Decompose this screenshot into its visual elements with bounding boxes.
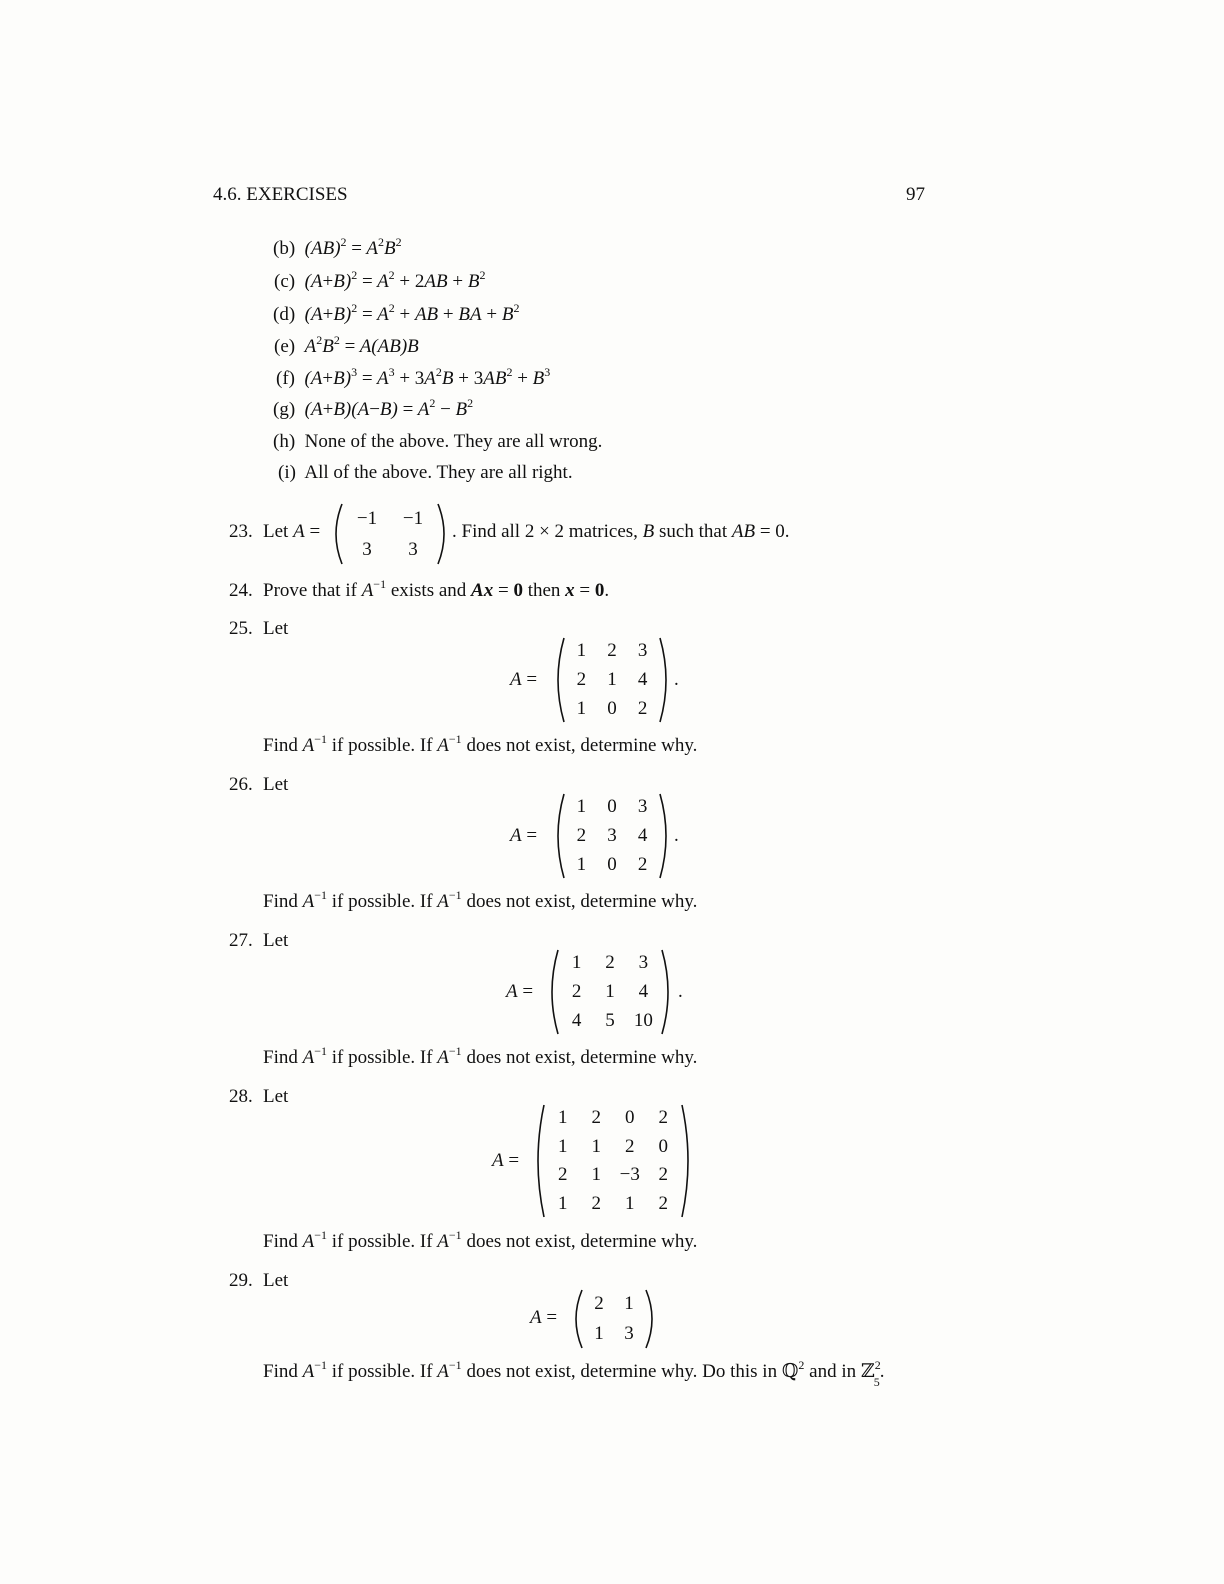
section-header: 4.6. EXERCISES <box>213 184 348 205</box>
period: . <box>674 825 679 846</box>
matrix-cell: 2 <box>571 981 582 1002</box>
matrix-cell: −1 <box>402 507 424 529</box>
right-paren <box>658 793 672 879</box>
exercise-lead: Let <box>263 1086 289 1107</box>
matrix-cell: 0 <box>625 1107 635 1129</box>
exercise-number: 25. <box>229 618 253 639</box>
left-paren <box>532 1104 546 1218</box>
matrix-cell: 3 <box>408 538 418 560</box>
matrix-3x3 <box>552 637 672 723</box>
list-item <box>273 301 520 326</box>
matrix-cell: 2 <box>605 952 615 974</box>
matrix-cell: 2 <box>607 640 617 662</box>
exercise-lead: Let A = <box>263 521 321 542</box>
matrix-cell: 1 <box>607 669 617 690</box>
matrix-cell: 0 <box>607 853 617 875</box>
item-label: (h) <box>273 431 296 452</box>
exercise-lead: Let <box>263 774 289 795</box>
matrix-cell: 4 <box>638 981 649 1002</box>
exercise-find: Find $A^{-1}$ if possible. If $A^{-1}$ does not exist, determine why. <box>263 1044 698 1068</box>
exercise-find: Find $A^{-1}$ if possible. If $A^{-1}$ does not exist, determine why. <box>263 1228 698 1252</box>
matrix-2x2 <box>330 503 450 565</box>
exercise-number: 29. <box>229 1270 253 1291</box>
left-paren <box>552 637 566 723</box>
matrix-4x4 <box>532 1104 694 1218</box>
matrix-cell: 0 <box>607 796 617 818</box>
period: . <box>678 981 683 1002</box>
item-text: None of the above. They are all wrong. <box>304 431 603 452</box>
exercise-lead: Let <box>263 618 289 639</box>
matrix-cell: 1 <box>558 1135 568 1157</box>
list-item <box>273 431 602 453</box>
matrix-cell: 1 <box>576 853 587 875</box>
right-paren <box>644 1289 658 1349</box>
item-label: (e) <box>274 336 296 357</box>
matrix-cell: 4 <box>637 669 648 690</box>
matrix-cell: 2 <box>591 1107 601 1129</box>
exercise-tail: . Find all 2 × 2 matrices, B such that AB = 0. <box>452 521 790 542</box>
matrix-cell: 10 <box>633 1009 653 1031</box>
matrix-cell: 1 <box>591 1135 601 1157</box>
item-expr: $(A+B)^2 = A^2 + 2AB + B^2$ <box>304 268 486 292</box>
matrix-cell: −1 <box>356 507 378 529</box>
item-label: (b) <box>273 238 296 259</box>
list-item <box>273 396 474 421</box>
left-paren <box>330 503 344 565</box>
matrix-cell: 2 <box>576 825 587 846</box>
matrix-cell: 1 <box>625 1192 635 1214</box>
exercise-number: 23. <box>229 521 253 542</box>
matrix-cell: 1 <box>576 697 587 719</box>
item-expr: $(AB)^2 = A^2B^2$ <box>304 235 402 259</box>
item-expr: $(A+B)^2 = A^2$ + AB + BA + $B^2$ <box>304 301 520 325</box>
list-item <box>276 365 551 390</box>
exercise-number: 26. <box>229 774 253 795</box>
matrix-cell: 3 <box>624 1323 634 1344</box>
matrix-cell: 3 <box>607 825 617 846</box>
period: . <box>674 669 679 690</box>
matrix-cell: 2 <box>625 1135 635 1157</box>
matrix-cell: 2 <box>558 1164 568 1186</box>
matrix-cell: 4 <box>571 1009 582 1031</box>
item-label: (i) <box>278 462 296 483</box>
matrix-cell: 3 <box>362 538 372 560</box>
matrix-cell: 4 <box>637 825 648 846</box>
exercise-number: 27. <box>229 930 253 951</box>
matrix-lhs: A = <box>510 825 538 846</box>
matrix-cell: 1 <box>571 952 582 974</box>
item-expr: $(A+B)^3 = A^3 + 3A^2B + 3AB^2 + B^3$ <box>304 365 551 389</box>
page-number: 97 <box>906 184 925 205</box>
matrix-cell: 2 <box>594 1293 604 1314</box>
matrix-cell: 3 <box>638 952 649 974</box>
item-expr: $(A+B)(A-B) = A^2 - B^2$ <box>304 396 474 420</box>
list-item <box>274 268 486 293</box>
exercise-lead: Let <box>263 930 289 951</box>
matrix-2x2 <box>570 1289 658 1349</box>
matrix-cell: 1 <box>624 1293 634 1314</box>
item-label: (d) <box>273 304 296 325</box>
matrix-cell: 1 <box>576 640 587 662</box>
left-paren <box>552 793 566 879</box>
matrix-cell: 2 <box>591 1192 601 1214</box>
exercise-find: Find $A^{-1}$ if possible. If $A^{-1}$ does not exist, determine why. <box>263 732 698 756</box>
matrix-lhs: A = <box>506 981 534 1002</box>
matrix-lhs: A = <box>510 669 538 690</box>
right-paren <box>660 949 674 1035</box>
matrix-lhs: A = <box>492 1150 520 1171</box>
right-paren <box>436 503 450 565</box>
list-item <box>273 235 402 260</box>
exercise-find: Find $A^{-1}$ if possible. If $A^{-1}$ does not exist, determine why. Do this in ℚ$^2$ and in ℤ$^2_5$. <box>263 1358 885 1389</box>
matrix-cell: 1 <box>558 1192 568 1214</box>
matrix-3x3 <box>552 793 672 879</box>
matrix-3x3 <box>546 949 674 1035</box>
exercise-find: Find $A^{-1}$ if possible. If $A^{-1}$ does not exist, determine why. <box>263 888 698 912</box>
right-paren <box>680 1104 694 1218</box>
matrix-cell: 3 <box>637 796 648 818</box>
matrix-cell: 5 <box>605 1009 615 1031</box>
left-paren <box>570 1289 584 1349</box>
matrix-cell: 2 <box>658 1107 668 1129</box>
exercise-number: 28. <box>229 1086 253 1107</box>
left-paren <box>546 949 560 1035</box>
matrix-cell: 2 <box>658 1192 668 1214</box>
matrix-cell: −3 <box>619 1164 640 1186</box>
exercise-lead: Let <box>263 1270 289 1291</box>
exercise-number: 24. <box>229 580 253 601</box>
matrix-cell: 2 <box>637 853 648 875</box>
item-label: (c) <box>274 271 296 292</box>
exercise-text: Prove that if $A^{-1}$ exists and Ax = 0 then x = 0. <box>263 577 610 601</box>
item-text: All of the above. They are all right. <box>304 462 573 483</box>
list-item <box>274 333 419 358</box>
matrix-cell: 2 <box>658 1164 668 1186</box>
item-label: (g) <box>273 399 296 420</box>
matrix-cell: 1 <box>591 1164 601 1186</box>
matrix-cell: 1 <box>594 1323 604 1344</box>
right-paren <box>658 637 672 723</box>
matrix-cell: 2 <box>637 697 648 719</box>
matrix-cell: 1 <box>576 796 587 818</box>
list-item <box>278 462 573 484</box>
matrix-cell: 1 <box>605 981 615 1002</box>
item-expr: $A^2B^2 = A(AB)B$ <box>304 333 419 357</box>
matrix-cell: 0 <box>658 1135 668 1157</box>
matrix-lhs: A = <box>530 1307 558 1328</box>
matrix-cell: 0 <box>607 697 617 719</box>
matrix-cell: 2 <box>576 669 587 690</box>
matrix-cell: 3 <box>637 640 648 662</box>
matrix-cell: 1 <box>558 1107 568 1129</box>
item-label: (f) <box>276 368 295 389</box>
